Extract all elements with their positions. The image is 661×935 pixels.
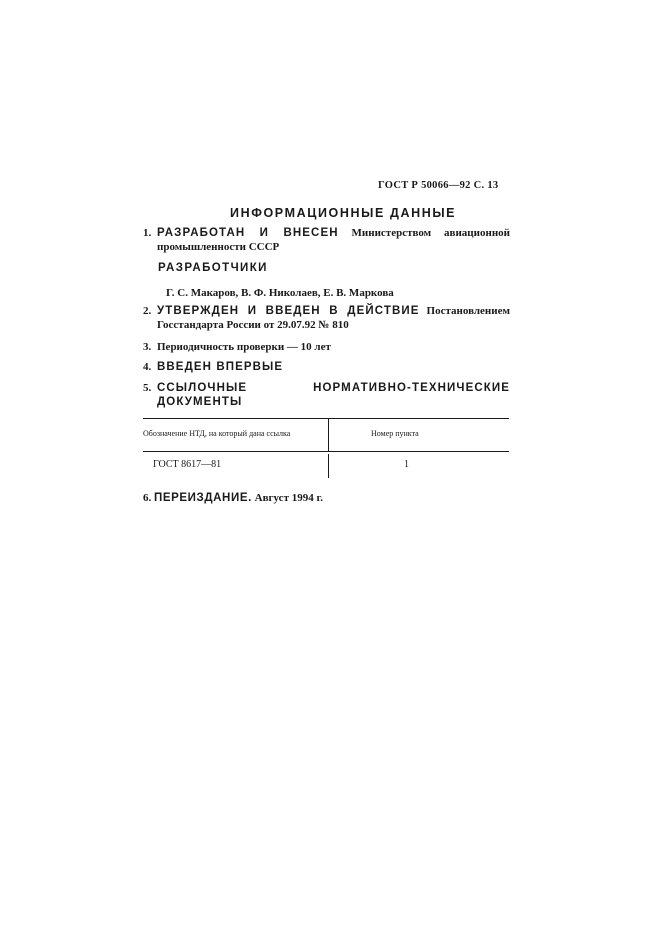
item-text: Постановлением Госстандарта России от 29.07.92 № 810 — [157, 305, 510, 331]
page-header-ref: ГОСТ Р 50066—92 С. 13 — [378, 180, 499, 191]
item-number: 4. — [143, 361, 152, 373]
reference-table — [143, 418, 509, 478]
item-body — [157, 340, 510, 354]
developers-names: Г. С. Макаров, В. Ф. Николаев, Е. В. Маркова — [166, 287, 394, 299]
item-number: 3. — [143, 341, 152, 353]
item-number: 6. — [143, 492, 152, 504]
info-item-1 — [143, 226, 510, 256]
table-cell-clause: 1 — [404, 459, 409, 470]
item-caps-text: РАЗРАБОТАН И ВНЕСЕН — [157, 227, 339, 239]
table-cell-designation: ГОСТ 8617—81 — [153, 459, 222, 470]
reissue-caps-text: ПЕРЕИЗДАНИЕ. — [154, 492, 252, 504]
table-header-clause: Номер пункта — [371, 429, 419, 438]
item-text: Периодичность проверки — 10 лет — [157, 341, 331, 353]
table-row-divider — [328, 454, 329, 478]
item-text: Министерством авиационной промышленности СССР — [157, 227, 510, 253]
info-item-5 — [143, 381, 510, 411]
table-top-rule — [143, 418, 509, 419]
table-header-rule — [143, 451, 509, 452]
table-header-designation: Обозначение НТД, на который дана ссылка — [143, 429, 291, 438]
developers-heading: РАЗРАБОТЧИКИ — [158, 262, 268, 274]
reissue-date: Август 1994 г. — [251, 492, 323, 504]
item-caps-text: ВВЕДЕН ВПЕРВЫЕ — [157, 361, 284, 373]
info-item-4 — [143, 360, 510, 376]
item-body — [157, 360, 510, 374]
item-body — [157, 304, 510, 332]
reissue-item — [143, 492, 323, 504]
info-item-2 — [143, 304, 510, 334]
item-number: 5. — [143, 382, 152, 394]
item-number: 1. — [143, 227, 152, 239]
item-caps-text: УТВЕРЖДЕН И ВВЕДЕН В ДЕЙСТВИЕ — [157, 305, 420, 317]
item-caps-text: ССЫЛОЧНЫЕ НОРМАТИВНО-ТЕХНИЧЕСКИЕ ДОКУМЕНТЫ — [157, 382, 510, 408]
item-body — [157, 226, 510, 254]
document-title: ИНФОРМАЦИОННЫЕ ДАННЫЕ — [230, 206, 457, 220]
item-number: 2. — [143, 305, 152, 317]
table-header-divider — [328, 418, 329, 451]
info-item-3 — [143, 340, 510, 356]
item-body — [157, 381, 510, 409]
